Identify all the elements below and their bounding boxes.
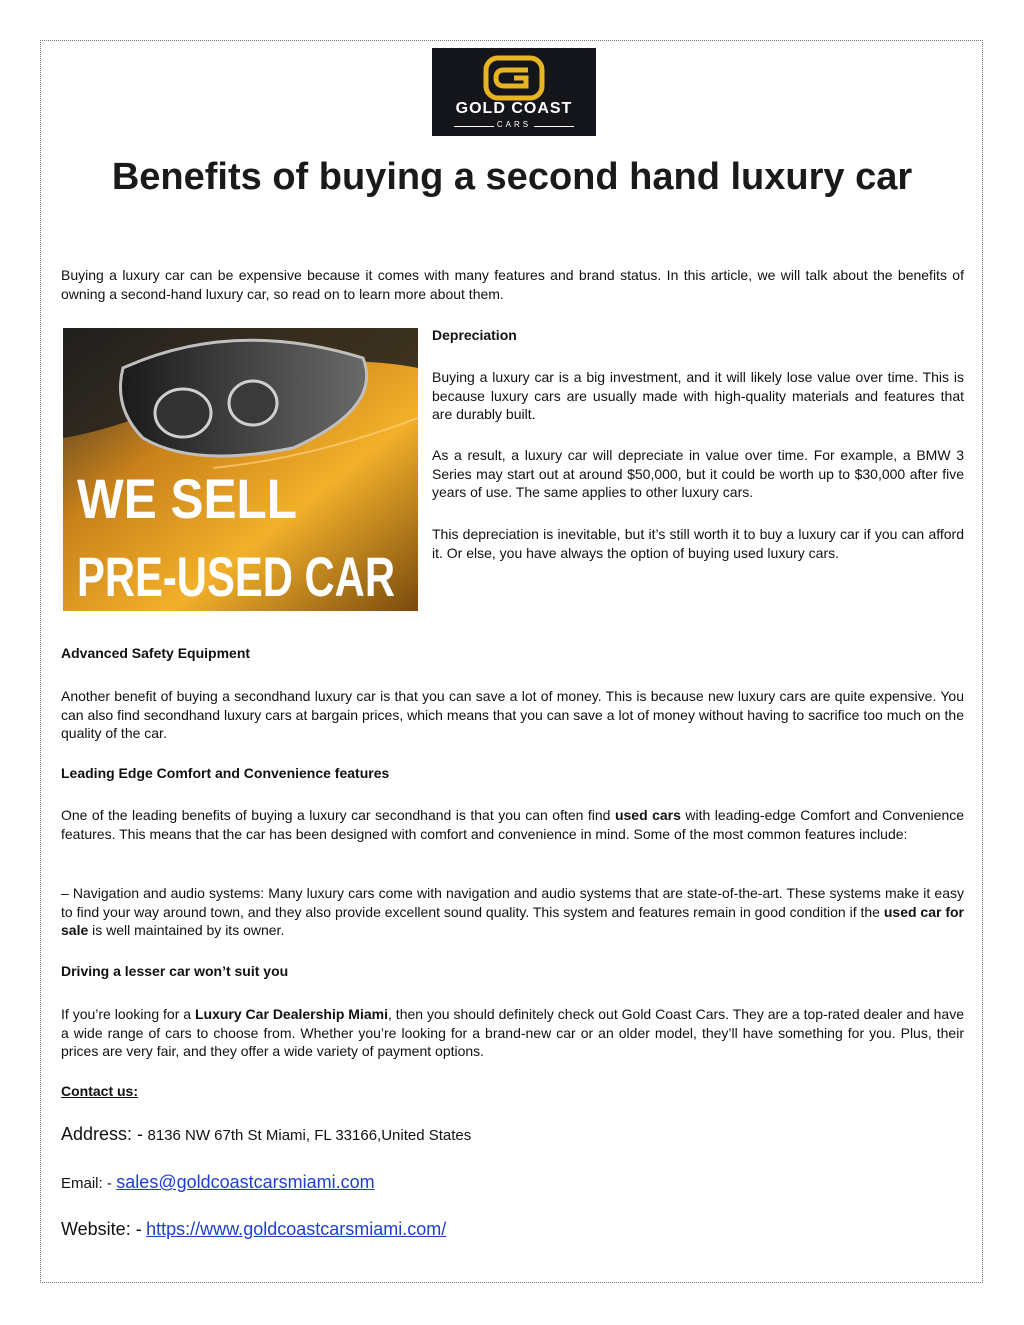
address-value: 8136 NW 67th St Miami, FL 33166,United States — [147, 1127, 472, 1144]
luxury-dealership-link[interactable]: Luxury Car Dealership Miami — [194, 1006, 388, 1022]
address-label: Address: - — [61, 1124, 144, 1144]
website-line — [61, 1219, 446, 1240]
safety-heading: Advanced Safety Equipment — [61, 645, 251, 661]
depreciation-paragraph-2: As a result, a luxury car will depreciate in value over time. For example, a BMW 3 Series may start out at around $50,000, but it could be worth up to $30,000 after five years of use. The same applies to other luxury cars. — [432, 447, 964, 500]
comfort-paragraph-1: One of the leading benefits of buying a luxury car secondhand is that you can often find used cars with leading-edge Comfort and Convenience features. This means that the car has been designed with comfort and convenience in mind. Some of the most common features include: — [61, 807, 965, 842]
logo-text-main: GOLD COAST — [455, 100, 573, 117]
page-border — [40, 40, 983, 1283]
website-link[interactable]: https://www.goldcoastcarsmiami.com/ — [146, 1219, 447, 1239]
logo-rule-right — [534, 126, 574, 127]
email-link[interactable]: sales@goldcoastcarsmiami.com — [116, 1172, 375, 1192]
hero-image — [63, 328, 418, 611]
website-label: Website: - — [61, 1219, 142, 1239]
address-line — [61, 1124, 471, 1145]
intro-paragraph: Buying a luxury car can be expensive because it comes with many features and brand status. In this article, we will talk about the benefits of owning a second-hand luxury car, so read on to learn more about them. — [61, 267, 964, 302]
comfort-paragraph-2: – Navigation and audio systems: Many luxury cars come with navigation and audio systems that are state-of-the-art. These systems make it easy to find your way around town, and they also provide excellent sound quality. This system and features remain in good condition if the used car for sale is well maintained by its owner. — [61, 885, 964, 938]
email-label: Email: - — [61, 1175, 112, 1192]
used-cars-link[interactable]: used cars — [614, 807, 681, 823]
depreciation-paragraph-1: Buying a luxury car is a big investment, and it will likely lose value over time. This is because luxury cars are usually made with high-quality materials and features that are durably built. — [432, 369, 964, 422]
safety-paragraph: Another benefit of buying a secondhand luxury car is that you can save a lot of money. This is because new luxury cars are quite expensive. You can also find secondhand luxury cars at bargain prices, which means that you can save a lot of money without having to sacrifice too much on the quality of the car. — [61, 688, 964, 741]
hero-text-line2: PRE-USED CAR — [77, 545, 395, 608]
email-line — [61, 1172, 375, 1193]
contact-heading: Contact us: — [61, 1083, 138, 1099]
comfort-heading: Leading Edge Comfort and Convenience features — [61, 765, 390, 781]
lesser-car-heading: Driving a lesser car won’t suit you — [61, 963, 289, 979]
page-title: Benefits of buying a second hand luxury car — [111, 156, 913, 198]
lesser-car-paragraph: If you’re looking for a Luxury Car Dealership Miami, then you should definitely check out Gold Coast Cars. They are a top-rated dealer and have a wide range of cars to choose from. Whether you’re looking for a brand-new car or an older model, they’ll have something for you. Plus, their prices are very fair, and they offer a wide variety of payment options. — [61, 1006, 965, 1059]
depreciation-heading: Depreciation — [432, 327, 517, 343]
gold-coast-cars-logo[interactable] — [432, 48, 596, 136]
hero-text-line1: WE SELL — [77, 467, 297, 530]
used-car-for-sale-link[interactable]: used car for sale — [61, 903, 964, 938]
depreciation-paragraph-3: This depreciation is inevitable, but it’s still worth it to buy a luxury car if you can afford it. Or else, you have always the option of buying used luxury cars. — [432, 526, 964, 561]
logo-text-sub: CARS — [496, 120, 532, 129]
